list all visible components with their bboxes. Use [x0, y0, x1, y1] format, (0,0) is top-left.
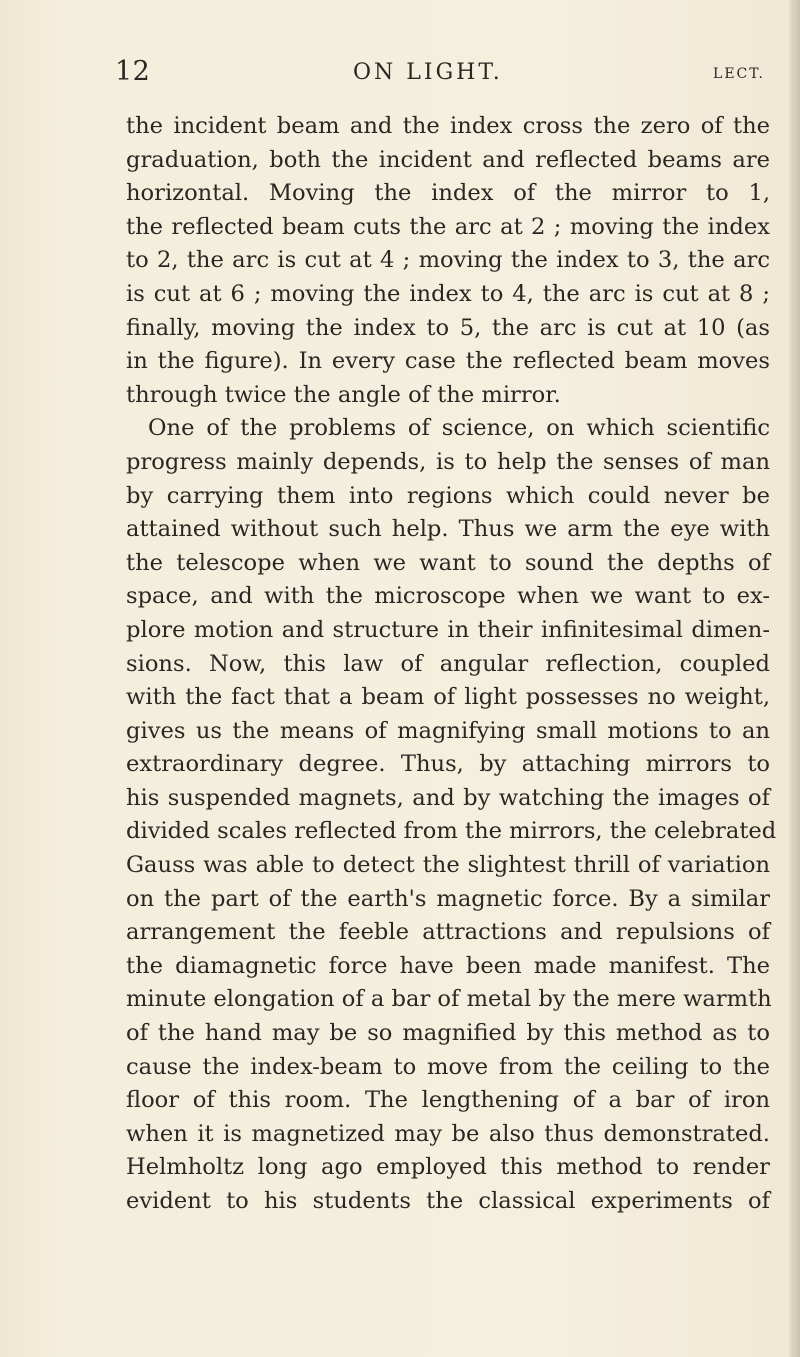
paragraph-start-line: One of the problems of science, on which scientific — [148, 415, 770, 442]
text-line: on the part of the earth's magnetic force. By a similar — [126, 885, 770, 912]
text-line: when it is magnetized may be also thus demonstrated. — [126, 1120, 770, 1147]
text-line: the incident beam and the index cross the zero of the — [126, 113, 770, 139]
text-line: to 2, the arc is cut at 4 ; moving the index to 3, the arc — [126, 247, 770, 274]
text-line: in the figure). In every case the reflected beam moves — [126, 348, 770, 375]
text-line: attained without such help. Thus we arm the eye with — [126, 516, 770, 543]
paragraph-end-line: through twice the angle of the mirror. — [126, 381, 561, 408]
page-number: 12 — [115, 56, 151, 87]
text-line: divided scales reflected from the mirrors, the celebrated — [126, 818, 777, 845]
text-line: the diamagnetic force have been made manifest. The — [126, 952, 770, 979]
text-line: minute elongation of a bar of metal by the mere warmth — [126, 986, 772, 1013]
text-line: plore motion and structure in their infinitesimal dimen- — [126, 616, 770, 643]
text-line: progress mainly depends, is to help the senses of man — [126, 448, 770, 475]
text-line: Gauss was able to detect the slightest thrill of variation — [126, 852, 770, 879]
text-line: the telescope when we want to sound the depths of — [126, 549, 770, 576]
text-line: Helmholtz long ago employed this method to render — [126, 1154, 770, 1181]
text-line: evident to his students the classical experiments of — [126, 1188, 770, 1214]
text-line: the reflected beam cuts the arc at 2 ; moving the index — [126, 213, 770, 240]
running-head: ON LIGHT. — [353, 60, 503, 85]
text-line: sions. Now, this law of angular reflection, coupled — [126, 650, 770, 677]
page-edge-shadow — [788, 0, 800, 1357]
text-line: horizontal. Moving the index of the mirror to 1, — [126, 180, 770, 207]
text-line: arrangement the feeble attractions and repulsions of — [126, 919, 770, 946]
text-line: gives us the means of magnifying small motions to an — [126, 717, 770, 744]
body-text — [126, 110, 777, 1219]
text-line: extraordinary degree. Thus, by attaching mirrors to — [126, 751, 770, 778]
section-mark: LECT. — [713, 66, 765, 82]
page-header — [115, 56, 765, 92]
text-line: cause the index-beam to move from the ceiling to the — [126, 1053, 770, 1080]
text-line: is cut at 6 ; moving the index to 4, the arc is cut at 8 ; — [126, 280, 770, 307]
text-line: with the fact that a beam of light possesses no weight, — [126, 684, 770, 711]
text-line: by carrying them into regions which could never be — [126, 482, 770, 509]
text-line: graduation, both the incident and reflected beams are — [126, 146, 770, 173]
text-line: finally, moving the index to 5, the arc is cut at 10 (as — [126, 314, 770, 341]
text-line: his suspended magnets, and by watching the images of — [126, 784, 770, 811]
text-line: space, and with the microscope when we want to ex- — [126, 583, 770, 610]
text-line: floor of this room. The lengthening of a bar of iron — [126, 1087, 770, 1114]
text-line: of the hand may be so magnified by this method as to — [126, 1020, 770, 1047]
